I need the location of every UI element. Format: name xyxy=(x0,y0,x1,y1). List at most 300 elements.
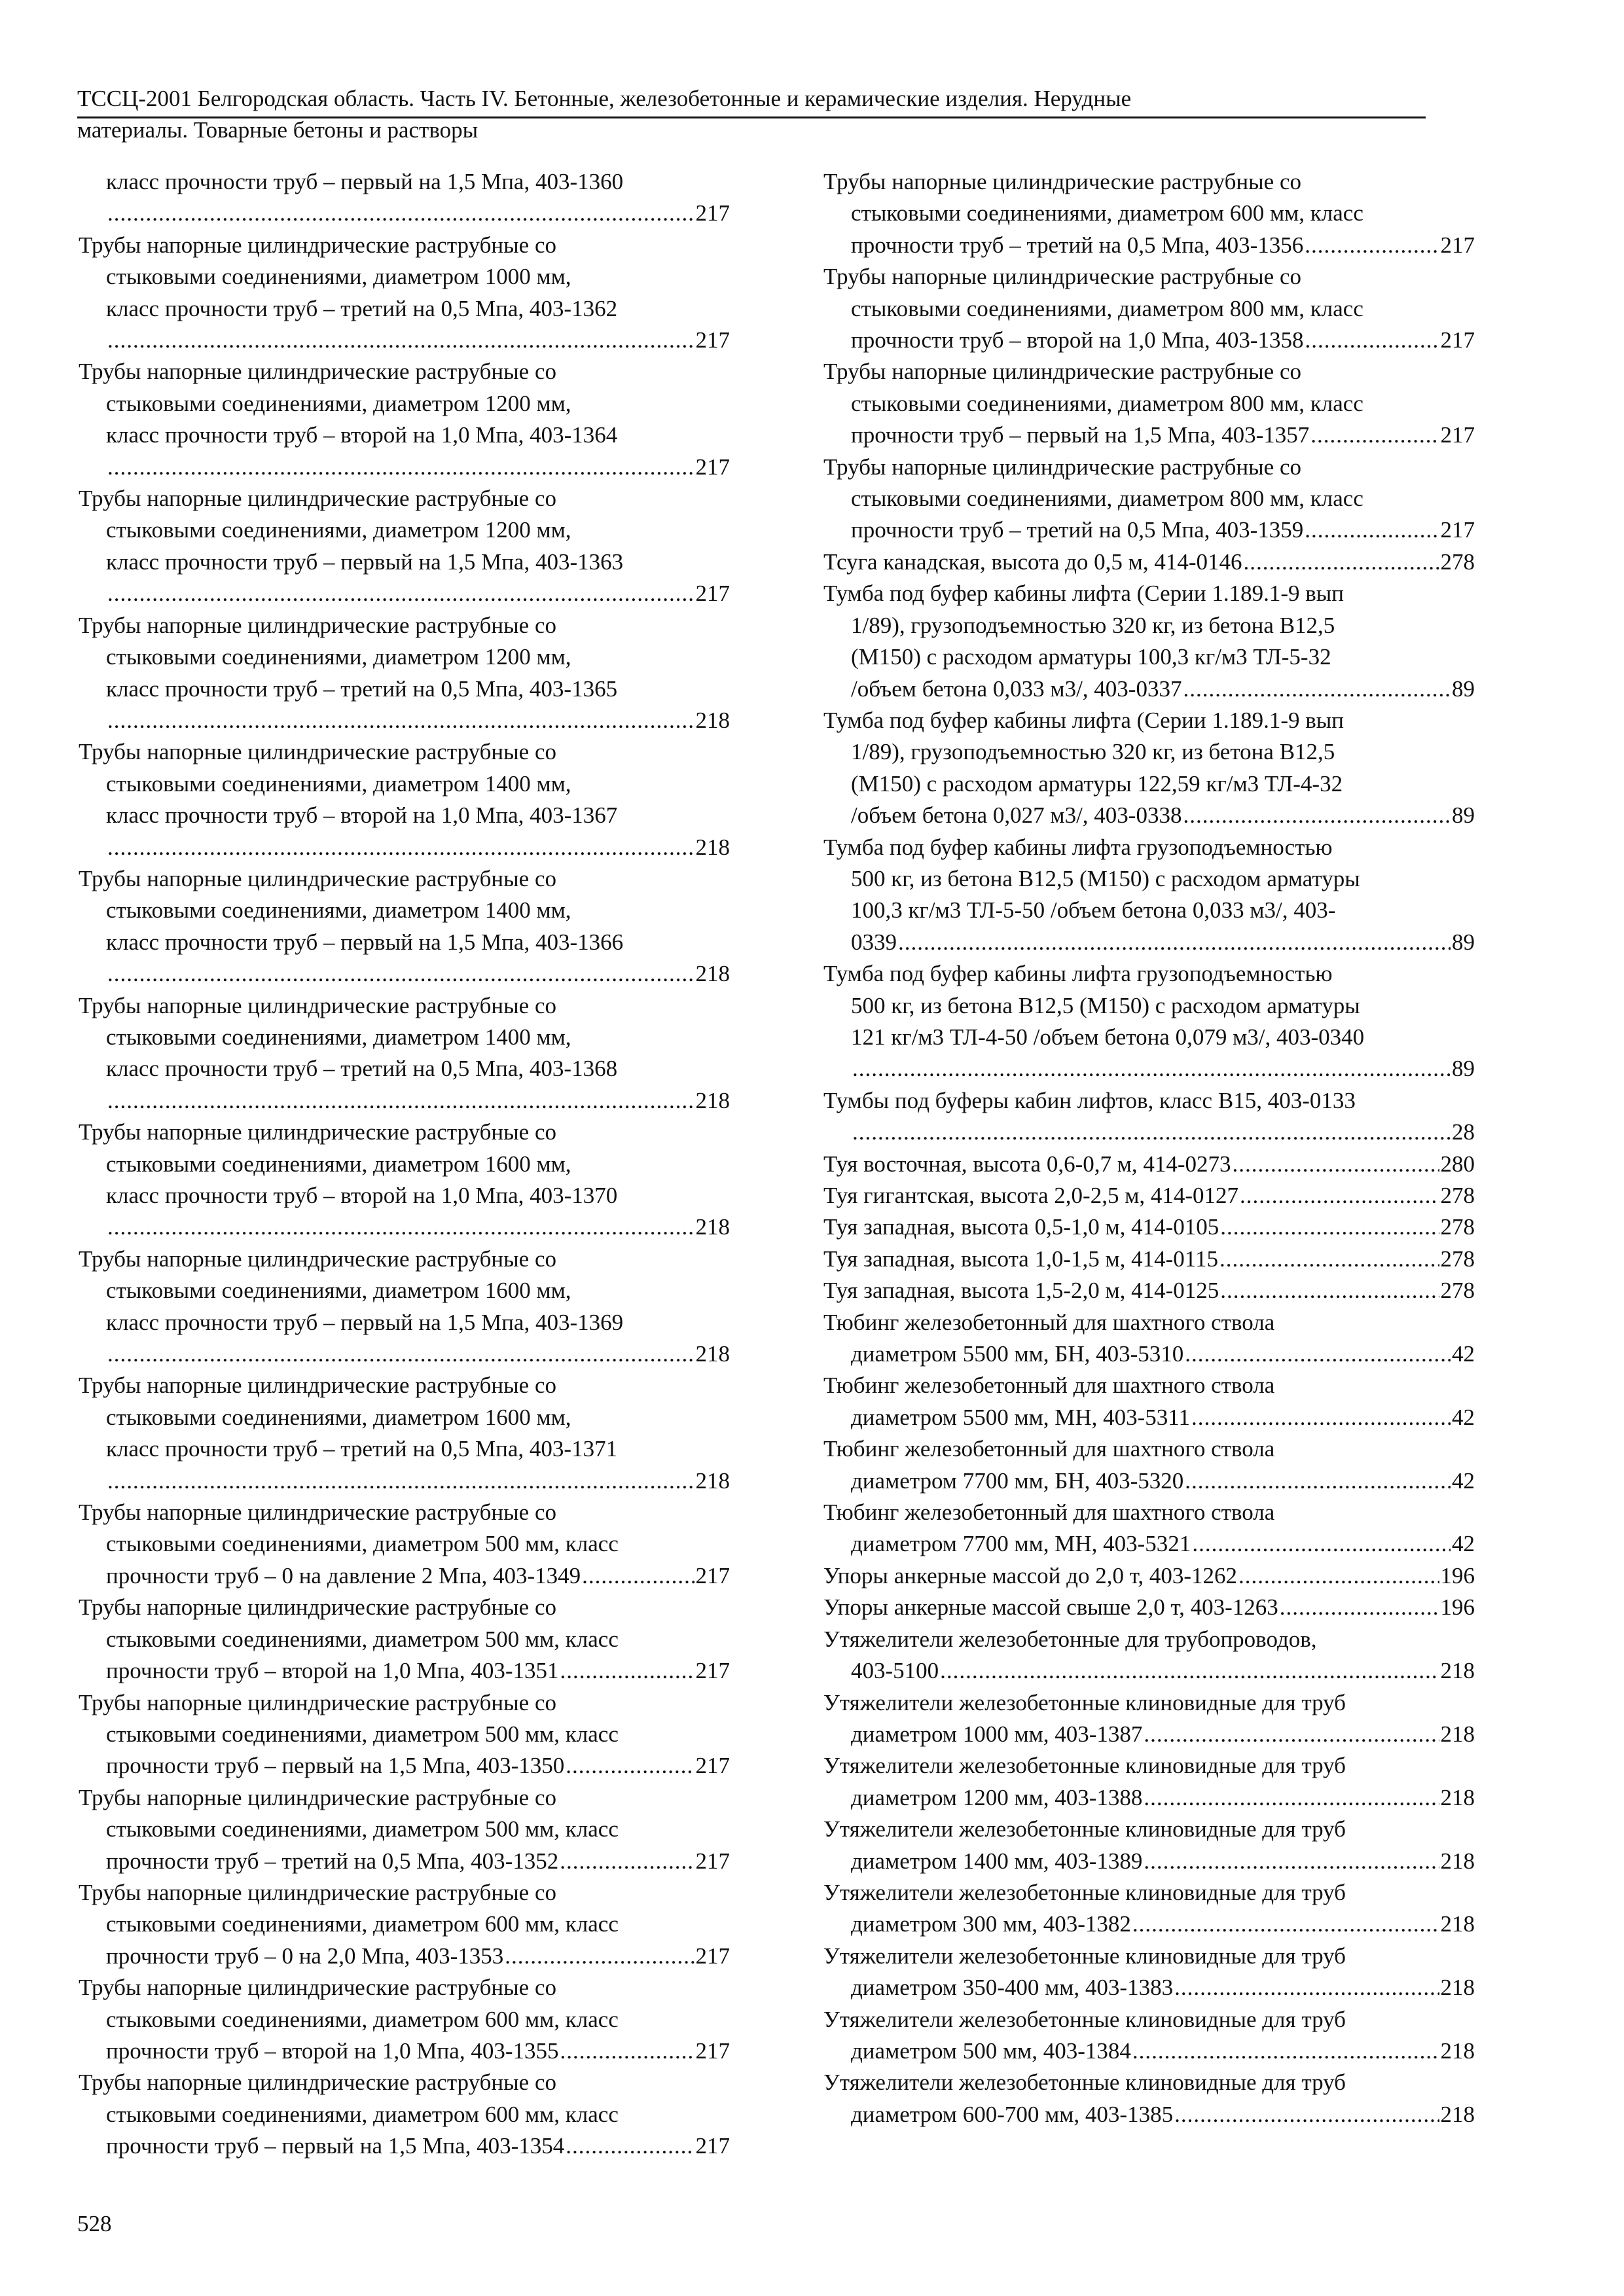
index-entry xyxy=(823,1687,1475,1751)
index-entry-text: Тюбинг железобетонный для шахтного ствола xyxy=(823,1309,1275,1335)
page-reference: 217 xyxy=(695,2037,730,2064)
index-entry-text: диаметром 5500 мм, МН, 403-5311 xyxy=(851,1404,1191,1430)
index-entry-text: прочности труб – 0 на 2,0 Мпа, 403-1353 xyxy=(106,1943,504,1969)
index-entry-text: Трубы напорные цилиндрические раструбные со xyxy=(79,1689,556,1715)
dot-leader xyxy=(852,1117,1451,1148)
index-entry-text: Трубы напорные цилиндрические раструбные со xyxy=(79,992,556,1018)
running-header xyxy=(77,84,1426,145)
index-entry-text: /объем бетона 0,027 м3/, 403-0338 xyxy=(851,802,1182,829)
index-entry-text: диаметром 7700 мм, МН, 403-5321 xyxy=(851,1531,1191,1557)
index-entry-text: 1/89), грузоподъемностью 320 кг, из бетона В12,5 xyxy=(851,612,1335,638)
index-entry-text: Упоры анкерные массой до 2,0 т, 403-1262 xyxy=(823,1562,1238,1588)
leader-line xyxy=(851,514,1475,546)
leader-line xyxy=(106,1846,730,1877)
index-entry xyxy=(79,2067,730,2162)
page-reference: 278 xyxy=(1440,1214,1475,1240)
page-reference: 217 xyxy=(695,1658,730,1684)
index-entry-text: Утяжелители железобетонные клиновидные для труб xyxy=(823,1816,1346,1842)
index-entry xyxy=(79,1687,730,1782)
leader-line xyxy=(106,198,730,229)
page-reference: 218 xyxy=(1440,1784,1475,1810)
header-rule xyxy=(77,117,1426,118)
index-entry-text: прочности труб – первый на 1,5 Мпа, 403-1350 xyxy=(106,1753,565,1779)
page-reference: 42 xyxy=(1452,1341,1475,1367)
index-entry xyxy=(79,230,730,357)
header-title-line2: материалы. Товарные бетоны и растворы xyxy=(77,117,478,143)
page-reference: 217 xyxy=(1440,422,1475,448)
index-entry-text: диаметром 350-400 мм, 403-1383 xyxy=(851,1975,1174,2001)
index-entry-text: стыковыми соединениями, диаметром 500 мм, класс xyxy=(106,1626,619,1652)
dot-leader xyxy=(1280,1592,1439,1623)
index-entry-text: Трубы напорные цилиндрические раструбные со xyxy=(79,739,556,765)
index-entry xyxy=(823,1941,1475,2004)
index-entry xyxy=(823,1307,1475,1371)
dot-leader xyxy=(1243,547,1439,578)
dot-leader xyxy=(107,832,695,863)
dot-leader xyxy=(560,1655,694,1687)
leader-line xyxy=(851,1782,1475,1814)
index-entry-text: Трубы напорные цилиндрические раструбные со xyxy=(79,1119,556,1145)
page-reference: 28 xyxy=(1452,1119,1475,1145)
index-entry-text: 121 кг/м3 ТЛ-4-50 /объем бетона 0,079 м3/, 403-0340 xyxy=(851,1024,1365,1050)
page-reference: 218 xyxy=(1440,2101,1475,2127)
index-entry-text: диаметром 1200 мм, 403-1388 xyxy=(851,1784,1143,1810)
dot-leader xyxy=(107,1338,695,1370)
leader-line xyxy=(851,673,1475,705)
index-entry xyxy=(79,1370,730,1497)
leader-line xyxy=(851,1053,1475,1085)
dot-leader xyxy=(898,927,1451,958)
index-entry-text: Туя восточная, высота 0,6-0,7 м, 414-0273 xyxy=(823,1151,1231,1177)
index-entry-text: Трубы напорные цилиндрические раструбные со xyxy=(79,612,556,638)
dot-leader xyxy=(107,325,695,356)
index-entry-text: класс прочности труб – третий на 0,5 Мпа, 403-1365 xyxy=(106,675,618,702)
index-entry-text: стыковыми соединениями, диаметром 1200 мм, xyxy=(106,644,571,670)
index-entry-text: стыковыми соединениями, диаметром 600 мм, класс xyxy=(106,1911,619,1937)
index-entry-text: класс прочности труб – второй на 1,0 Мпа, 403-1367 xyxy=(106,802,618,829)
dot-leader xyxy=(107,705,695,736)
index-entry-text: стыковыми соединениями, диаметром 1200 мм, xyxy=(106,390,571,416)
dot-leader xyxy=(1219,1244,1439,1275)
index-entry-text: 100,3 кг/м3 ТЛ-5-50 /объем бетона 0,033 м3/, 403- xyxy=(851,897,1336,924)
leader-line xyxy=(851,1117,1475,1148)
index-entry-text: Тумба под буфер кабины лифта (Серии 1.189.1-9 вып xyxy=(823,707,1344,733)
leader-line xyxy=(851,1972,1475,2003)
dot-leader xyxy=(560,2036,694,2067)
dot-leader xyxy=(107,452,695,483)
page-reference: 217 xyxy=(695,1943,730,1969)
dot-leader xyxy=(1185,1465,1451,1497)
index-entry-text: Тумбы под буферы кабин лифтов, класс В15, 403-0133 xyxy=(823,1087,1356,1113)
page-reference: 217 xyxy=(695,581,730,607)
index-entry-text: Трубы напорные цилиндрические раструбные со xyxy=(823,359,1301,385)
leader-line xyxy=(851,420,1475,451)
leader-line xyxy=(106,958,730,990)
page-reference: 278 xyxy=(1440,1278,1475,1304)
leader-line xyxy=(823,1244,1475,1275)
index-entry xyxy=(823,578,1475,705)
index-entry xyxy=(823,1624,1475,1687)
page-reference: 217 xyxy=(695,327,730,353)
page-reference: 218 xyxy=(695,961,730,987)
index-entry xyxy=(823,958,1475,1085)
page-reference: 218 xyxy=(1440,1975,1475,2001)
dot-leader xyxy=(107,578,695,609)
index-entry-text: класс прочности труб – третий на 0,5 Мпа, 403-1371 xyxy=(106,1436,618,1462)
index-entry xyxy=(823,356,1475,451)
dot-leader xyxy=(1305,514,1439,546)
dot-leader xyxy=(1183,800,1451,831)
index-entry xyxy=(823,1211,1475,1243)
dot-leader xyxy=(1132,2036,1439,2067)
index-entry-text: Тумба под буфер кабины лифта грузоподъемностью xyxy=(823,834,1333,860)
index-entry-text: Тюбинг железобетонный для шахтного ствола xyxy=(823,1372,1275,1399)
page-reference: 218 xyxy=(695,1467,730,1494)
dot-leader xyxy=(566,2130,694,2162)
index-entry-text: стыковыми соединениями, диаметром 1400 мм, xyxy=(106,897,571,924)
index-entry-text: Утяжелители железобетонные клиновидные для труб xyxy=(823,1689,1346,1715)
index-entry-text: прочности труб – третий на 0,5 Мпа, 403-1359 xyxy=(851,517,1304,543)
leader-line xyxy=(851,1846,1475,1877)
page-reference: 218 xyxy=(695,1341,730,1367)
index-entry xyxy=(823,1750,1475,1814)
page-reference: 278 xyxy=(1440,1246,1475,1272)
dot-leader xyxy=(1144,1782,1439,1814)
index-entry xyxy=(823,1814,1475,1877)
index-entry-text: Трубы напорные цилиндрические раструбные со xyxy=(823,454,1301,480)
index-column-left xyxy=(79,166,730,2162)
page-reference: 217 xyxy=(695,1562,730,1588)
index-entry-text: Трубы напорные цилиндрические раструбные со xyxy=(79,1499,556,1526)
leader-line xyxy=(851,1465,1475,1497)
page-reference: 42 xyxy=(1452,1467,1475,1494)
index-entry-text: Тюбинг железобетонный для шахтного ствола xyxy=(823,1436,1275,1462)
index-entry-text: Трубы напорные цилиндрические раструбные со xyxy=(79,1975,556,2001)
index-entry xyxy=(823,832,1475,959)
index-entry-text: Утяжелители железобетонные клиновидные для труб xyxy=(823,2070,1346,2096)
index-entry-text: диаметром 500 мм, 403-1384 xyxy=(851,2037,1131,2064)
index-entry xyxy=(79,483,730,610)
leader-line xyxy=(851,325,1475,356)
dot-leader xyxy=(1192,1528,1451,1560)
index-entry xyxy=(79,166,730,230)
index-entry xyxy=(79,1117,730,1244)
index-entry xyxy=(823,1244,1475,1275)
index-entry-text: Упоры анкерные массой свыше 2,0 т, 403-1263 xyxy=(823,1594,1278,1621)
page-reference: 89 xyxy=(1452,929,1475,955)
dot-leader xyxy=(1144,1719,1439,1750)
index-entry-text: 500 кг, из бетона В12,5 (М150) с расходом арматуры xyxy=(851,865,1360,891)
index-entry-text: Туя гигантская, высота 2,0-2,5 м, 414-0127 xyxy=(823,1183,1239,1208)
page-reference: 218 xyxy=(1440,1911,1475,1937)
index-entry-text: Трубы напорные цилиндрические раструбные со xyxy=(79,1594,556,1621)
leader-line xyxy=(823,547,1475,578)
index-entry xyxy=(823,1877,1475,1941)
dot-leader xyxy=(1310,420,1439,451)
leader-line xyxy=(851,1338,1475,1370)
index-entry-text: диаметром 1000 мм, 403-1387 xyxy=(851,1721,1143,1747)
dot-leader xyxy=(1305,325,1439,356)
index-entry-text: стыковыми соединениями, диаметром 1600 мм, xyxy=(106,1151,571,1177)
index-entry-text: прочности труб – первый на 1,5 Мпа, 403-1354 xyxy=(106,2133,565,2159)
index-entry xyxy=(823,1497,1475,1560)
index-entry-text: диаметром 1400 мм, 403-1389 xyxy=(851,1848,1143,1874)
index-entry-text: Тсуга канадская, высота до 0,5 м, 414-0146 xyxy=(823,548,1242,575)
page-reference: 218 xyxy=(695,834,730,860)
page-reference: 218 xyxy=(1440,1658,1475,1684)
page-reference: 218 xyxy=(1440,2037,1475,2064)
index-entry-text: Утяжелители железобетонные клиновидные для труб xyxy=(823,1943,1346,1969)
index-entry-text: прочности труб – третий на 0,5 Мпа, 403-1356 xyxy=(851,232,1304,258)
leader-line xyxy=(823,1275,1475,1306)
index-entry-text: Трубы напорные цилиндрические раструбные со xyxy=(79,2070,556,2096)
index-entry-text: стыковыми соединениями, диаметром 1600 мм, xyxy=(106,1404,571,1430)
index-entry-text: Трубы напорные цилиндрические раструбные со xyxy=(79,1879,556,1905)
index-entry-text: диаметром 300 мм, 403-1382 xyxy=(851,1911,1131,1937)
page-reference: 217 xyxy=(1440,232,1475,258)
leader-line xyxy=(851,230,1475,261)
index-entry xyxy=(823,1085,1475,1149)
page-reference: 89 xyxy=(1452,675,1475,702)
index-entry-text: класс прочности труб – первый на 1,5 Мпа, 403-1360 xyxy=(106,169,624,194)
index-entry xyxy=(823,1592,1475,1623)
index-entry xyxy=(79,1244,730,1371)
index-entry-text: прочности труб – 0 на давление 2 Мпа, 403-1349 xyxy=(106,1562,581,1588)
dot-leader xyxy=(560,1846,694,1877)
leader-line xyxy=(851,1402,1475,1433)
dot-leader xyxy=(505,1941,694,1972)
leader-line xyxy=(851,2099,1475,2130)
index-entry-text: Утяжелители железобетонные для трубопроводов, xyxy=(823,1626,1317,1652)
index-entry-text: прочности труб – второй на 1,0 Мпа, 403-1355 xyxy=(106,2037,559,2064)
index-entry-text: (М150) с расходом арматуры 122,59 кг/м3 ТЛ-4-32 xyxy=(851,770,1343,797)
page-reference: 278 xyxy=(1440,548,1475,575)
index-entry-text: класс прочности труб – первый на 1,5 Мпа, 403-1363 xyxy=(106,548,624,575)
dot-leader xyxy=(940,1655,1439,1687)
index-entry-text: прочности труб – первый на 1,5 Мпа, 403-1357 xyxy=(851,422,1310,448)
index-entry-text: Тумба под буфер кабины лифта (Серии 1.189.1-9 вып xyxy=(823,581,1344,607)
page-reference: 89 xyxy=(1452,1056,1475,1082)
index-entry xyxy=(823,1370,1475,1433)
index-entry-text: прочности труб – третий на 0,5 Мпа, 403-1352 xyxy=(106,1848,559,1874)
index-entry-text: Трубы напорные цилиндрические раструбные со xyxy=(79,1372,556,1399)
index-entry xyxy=(823,261,1475,356)
leader-line xyxy=(106,1560,730,1592)
index-entry-text: класс прочности труб – первый на 1,5 Мпа, 403-1366 xyxy=(106,929,624,955)
index-entry xyxy=(823,1560,1475,1592)
index-entry-text: Трубы напорные цилиндрические раструбные со xyxy=(79,232,556,258)
dot-leader xyxy=(566,1750,694,1782)
page-reference: 217 xyxy=(695,1753,730,1779)
index-entry-text: стыковыми соединениями, диаметром 800 мм, класс xyxy=(851,295,1363,321)
leader-line xyxy=(823,1592,1475,1623)
dot-leader xyxy=(1174,2099,1439,2130)
index-entry-text: стыковыми соединениями, диаметром 600 мм, класс xyxy=(106,2101,619,2127)
dot-leader xyxy=(1238,1560,1439,1592)
leader-line xyxy=(851,1909,1475,1940)
leader-line xyxy=(106,1750,730,1782)
index-entry-text: стыковыми соединениями, диаметром 600 мм, класс xyxy=(851,200,1363,226)
index-entry xyxy=(79,1497,730,1592)
index-entry-text: стыковыми соединениями, диаметром 500 мм, класс xyxy=(106,1816,619,1842)
leader-line xyxy=(823,1211,1475,1243)
index-entry xyxy=(823,1180,1475,1211)
index-entry xyxy=(79,1972,730,2067)
dot-leader xyxy=(1233,1149,1439,1180)
index-entry-text: класс прочности труб – второй на 1,0 Мпа, 403-1364 xyxy=(106,422,618,448)
leader-line xyxy=(106,578,730,609)
leader-line xyxy=(851,927,1475,958)
leader-line xyxy=(106,2036,730,2067)
page-reference: 42 xyxy=(1452,1531,1475,1557)
index-entry-text: Трубы напорные цилиндрические раструбные со xyxy=(79,865,556,891)
index-entry xyxy=(79,990,730,1117)
dot-leader xyxy=(1144,1846,1439,1877)
dot-leader xyxy=(107,1465,695,1497)
dot-leader xyxy=(107,1085,695,1117)
dot-leader xyxy=(107,1211,695,1243)
index-entry-text: Утяжелители железобетонные клиновидные для труб xyxy=(823,2006,1346,2032)
leader-line xyxy=(823,1560,1475,1592)
index-entry-text: Трубы напорные цилиндрические раструбные со xyxy=(79,1246,556,1272)
index-entry-text: стыковыми соединениями, диаметром 1200 мм, xyxy=(106,517,571,543)
index-entry xyxy=(79,1782,730,1877)
page-reference: 217 xyxy=(1440,327,1475,353)
index-entry-text: прочности труб – второй на 1,0 Мпа, 403-1358 xyxy=(851,327,1304,353)
dot-leader xyxy=(1185,1338,1451,1370)
page-reference: 196 xyxy=(1440,1594,1475,1621)
page-reference: 218 xyxy=(695,707,730,733)
index-entry xyxy=(823,452,1475,547)
index-entry-text: Трубы напорные цилиндрические раструбные со xyxy=(79,486,556,512)
index-entry xyxy=(823,705,1475,832)
dot-leader xyxy=(1132,1909,1439,1940)
index-entry-text: Трубы напорные цилиндрические раструбные со xyxy=(823,169,1301,194)
index-entry-text: стыковыми соединениями, диаметром 1000 мм, xyxy=(106,264,571,290)
index-entry-text: Трубы напорные цилиндрические раструбные со xyxy=(79,359,556,385)
index-entry xyxy=(79,736,730,863)
dot-leader xyxy=(1220,1275,1439,1306)
leader-line xyxy=(851,1528,1475,1560)
leader-line xyxy=(823,1149,1475,1180)
leader-line xyxy=(851,1655,1475,1687)
page-reference: 218 xyxy=(695,1214,730,1240)
index-entry-text: стыковыми соединениями, диаметром 1600 мм, xyxy=(106,1278,571,1304)
dot-leader xyxy=(852,1053,1451,1085)
dot-leader xyxy=(1183,673,1451,705)
index-entry-text: прочности труб – второй на 1,0 Мпа, 403-1351 xyxy=(106,1658,559,1684)
header-title-line1: ТССЦ-2001 Белгородская область. Часть IV. Бетонные, железобетонные и керамические изделия. Нерудные xyxy=(77,86,1132,111)
page-reference: 218 xyxy=(1440,1721,1475,1747)
leader-line xyxy=(106,705,730,736)
leader-line xyxy=(106,1655,730,1687)
index-entry xyxy=(79,610,730,737)
page-reference: 278 xyxy=(1440,1183,1475,1208)
index-entry xyxy=(823,166,1475,261)
index-entry-text: Утяжелители железобетонные клиновидные для труб xyxy=(823,1879,1346,1905)
index-entry-text: Тумба под буфер кабины лифта грузоподъемностью xyxy=(823,961,1333,987)
dot-leader xyxy=(1240,1180,1439,1211)
index-entry-text: стыковыми соединениями, диаметром 1400 мм, xyxy=(106,770,571,797)
page-reference: 217 xyxy=(695,454,730,480)
index-entry-text: Трубы напорные цилиндрические раструбные со xyxy=(823,264,1301,290)
leader-line xyxy=(106,1465,730,1497)
index-entry-text: класс прочности труб – второй на 1,0 Мпа, 403-1370 xyxy=(106,1183,618,1208)
page-reference: 42 xyxy=(1452,1404,1475,1430)
index-entry-text: диаметром 5500 мм, БН, 403-5310 xyxy=(851,1341,1184,1367)
index-entry xyxy=(823,1433,1475,1497)
index-entry-text: стыковыми соединениями, диаметром 500 мм, класс xyxy=(106,1531,619,1557)
page-reference: 217 xyxy=(695,1848,730,1874)
leader-line xyxy=(106,452,730,483)
index-entry xyxy=(823,1275,1475,1306)
index-entry-text: Туя западная, высота 0,5-1,0 м, 414-0105 xyxy=(823,1214,1219,1240)
leader-line xyxy=(851,800,1475,831)
dot-leader xyxy=(1305,230,1439,261)
dot-leader xyxy=(107,198,695,229)
index-entry xyxy=(79,356,730,483)
page-reference: 196 xyxy=(1440,1562,1475,1588)
index-entry-text: 403-5100 xyxy=(851,1658,939,1684)
index-entry-text: Туя западная, высота 1,0-1,5 м, 414-0115 xyxy=(823,1246,1218,1272)
index-column-right xyxy=(823,166,1475,2130)
index-entry xyxy=(79,863,730,990)
index-entry-text: диаметром 600-700 мм, 403-1385 xyxy=(851,2101,1174,2127)
index-entry-text: класс прочности труб – первый на 1,5 Мпа, 403-1369 xyxy=(106,1309,624,1335)
dot-leader xyxy=(107,958,695,990)
index-entry-text: класс прочности труб – третий на 0,5 Мпа, 403-1368 xyxy=(106,1056,618,1082)
leader-line xyxy=(106,2130,730,2162)
index-entry-text: стыковыми соединениями, диаметром 800 мм, класс xyxy=(851,390,1363,416)
leader-line xyxy=(106,1941,730,1972)
index-entry-text: класс прочности труб – третий на 0,5 Мпа, 403-1362 xyxy=(106,295,618,321)
index-entry-text: стыковыми соединениями, диаметром 500 мм, класс xyxy=(106,1721,619,1747)
page-reference: 217 xyxy=(695,2133,730,2159)
index-entry xyxy=(79,1877,730,1972)
leader-line xyxy=(851,2036,1475,2067)
leader-line xyxy=(851,1719,1475,1750)
index-entry-text: стыковыми соединениями, диаметром 600 мм, класс xyxy=(106,2006,619,2032)
page-reference: 217 xyxy=(1440,517,1475,543)
leader-line xyxy=(106,1085,730,1117)
index-entry-text: 0339 xyxy=(851,929,897,955)
index-entry-text: (М150) с расходом арматуры 100,3 кг/м3 ТЛ-5-32 xyxy=(851,644,1331,670)
leader-line xyxy=(106,325,730,356)
page-reference: 218 xyxy=(1440,1848,1475,1874)
dot-leader xyxy=(1174,1972,1439,2003)
dot-leader xyxy=(1191,1402,1451,1433)
dot-leader xyxy=(582,1560,694,1592)
index-entry-text: 1/89), грузоподъемностью 320 кг, из бетона В12,5 xyxy=(851,739,1335,765)
index-entry-text: стыковыми соединениями, диаметром 1400 мм, xyxy=(106,1024,571,1050)
index-entry-text: Тюбинг железобетонный для шахтного ствола xyxy=(823,1499,1275,1526)
page-reference: 218 xyxy=(695,1087,730,1113)
index-entry-text: Туя западная, высота 1,5-2,0 м, 414-0125 xyxy=(823,1278,1219,1304)
index-entry-text: /объем бетона 0,033 м3/, 403-0337 xyxy=(851,675,1182,702)
leader-line xyxy=(823,1180,1475,1211)
index-entry-text: 500 кг, из бетона В12,5 (М150) с расходом арматуры xyxy=(851,992,1360,1018)
index-entry xyxy=(823,2067,1475,2130)
index-entry-text: Трубы напорные цилиндрические раструбные со xyxy=(79,1784,556,1810)
index-entry-text: диаметром 7700 мм, БН, 403-5320 xyxy=(851,1467,1184,1494)
page-reference: 217 xyxy=(695,200,730,226)
index-entry xyxy=(823,547,1475,578)
index-entry xyxy=(823,2004,1475,2068)
leader-line xyxy=(106,1338,730,1370)
leader-line xyxy=(106,832,730,863)
index-entry xyxy=(79,1592,730,1687)
index-entry xyxy=(823,1149,1475,1180)
